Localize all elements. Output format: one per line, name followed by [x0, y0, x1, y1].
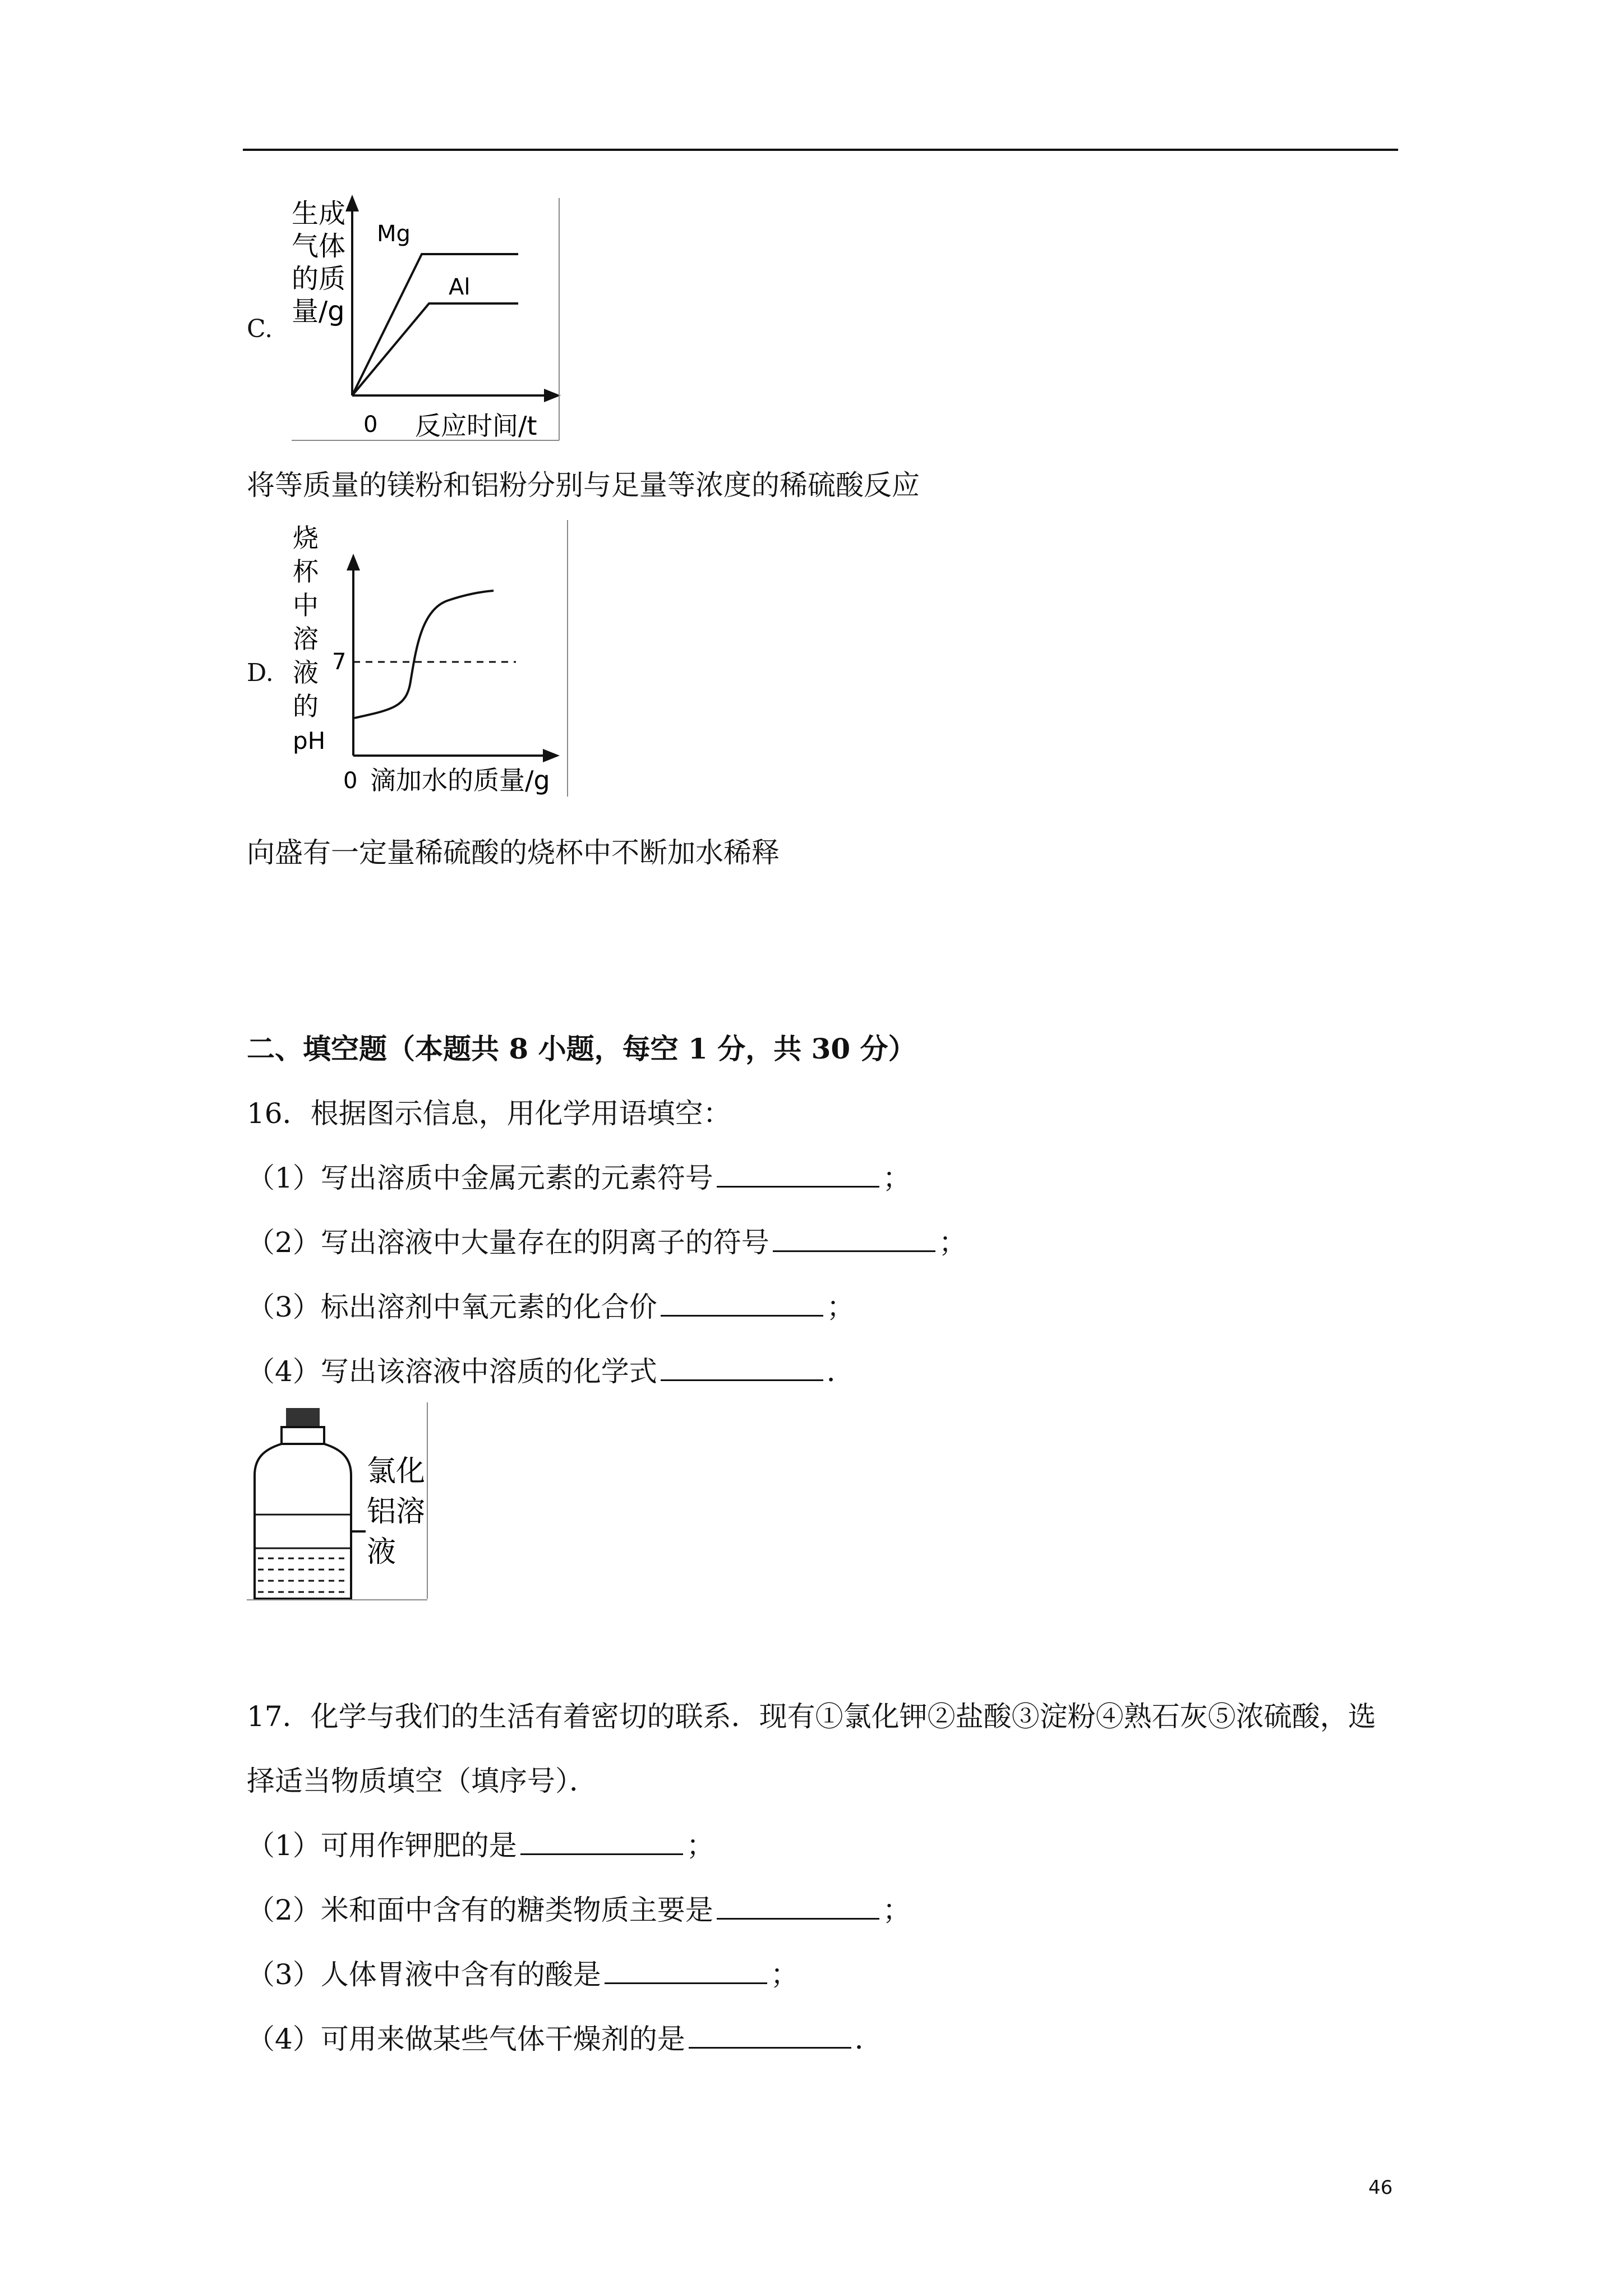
- figure-d-origin: 0: [343, 768, 358, 794]
- bottle-neck: [282, 1427, 324, 1444]
- q16-item-4-end: ．: [826, 1355, 855, 1388]
- figure-c-chart: [280, 194, 572, 446]
- figure-c-mg-line: [352, 254, 518, 395]
- answer-blank[interactable]: [661, 1290, 823, 1317]
- figure-c-x-arrow: [544, 389, 561, 402]
- figure-d-ylabel-char: 的: [293, 691, 319, 721]
- bottle-liquid: [258, 1558, 348, 1592]
- bottle-label-line: 液: [367, 1535, 396, 1569]
- figure-d-ylabel-char: 杯: [293, 556, 319, 587]
- figure-c-ylabel-line: 生成: [292, 198, 346, 229]
- q17-stem-line1: 17．化学与我们的生活有着密切的联系．现有①氯化钾②盐酸③淀粉④熟石灰⑤浓硫酸，选: [247, 1700, 1376, 1733]
- figure-d-ylabel-char: 液: [293, 657, 319, 688]
- page-number: 46: [1368, 2177, 1393, 2199]
- figure-d-caption: 向盛有一定量稀硫酸的烧杯中不断加水稀释: [247, 836, 780, 869]
- figure-c-ylabel-line: 气体: [292, 231, 346, 262]
- q16-item-2: [247, 1226, 967, 1259]
- bottle-body: [255, 1444, 351, 1599]
- q16-stem: 16．根据图示信息，用化学用语填空：: [247, 1097, 731, 1130]
- figure-d-ph7-label: 7: [332, 649, 347, 675]
- q16-item-1: [247, 1161, 911, 1195]
- figure-c-y-arrow: [345, 195, 359, 211]
- q17-item-4-text: （4）可用来做某些气体干燥剂的是: [247, 2023, 685, 2055]
- option-c-label: C.: [247, 315, 273, 343]
- q16-item-4-text: （4）写出该溶液中溶质的化学式: [247, 1355, 657, 1388]
- figure-d-y-arrow: [347, 554, 360, 570]
- q17-item-3-end: ；: [770, 1958, 799, 1991]
- q16-item-3-text: （3）标出溶剂中氧元素的化合价: [247, 1291, 657, 1323]
- figure-c-xlabel: 反应时间/t: [415, 411, 537, 441]
- q16-item-3: [247, 1290, 855, 1324]
- q17-item-4-end: ．: [854, 2023, 883, 2055]
- figure-d-x-arrow: [543, 749, 560, 762]
- q17-item-1: [247, 1829, 714, 1862]
- answer-blank[interactable]: [605, 1958, 767, 1984]
- answer-blank[interactable]: [773, 1226, 935, 1252]
- figure-c-ylabel-line: 量/g: [292, 296, 345, 327]
- answer-blank[interactable]: [520, 1829, 683, 1855]
- figure-c-al-line: [352, 303, 518, 395]
- answer-blank[interactable]: [717, 1893, 879, 1920]
- answer-blank[interactable]: [689, 2022, 851, 2049]
- answer-blank[interactable]: [717, 1161, 879, 1188]
- bottle-label-line: 氯化: [367, 1455, 426, 1488]
- figure-c-origin: 0: [363, 412, 378, 438]
- q17-item-1-text: （1）可用作钾肥的是: [247, 1829, 517, 1862]
- option-d-label: D.: [247, 659, 274, 687]
- q17-item-2: [247, 1893, 911, 1927]
- q16-item-4: [247, 1355, 855, 1388]
- q17-item-1-end: ；: [686, 1829, 714, 1862]
- bottle-figure: [247, 1402, 437, 1610]
- figure-d-ylabel-char: pH: [293, 727, 326, 754]
- q17-item-4: [247, 2022, 883, 2056]
- figure-d-curve: [354, 591, 494, 718]
- figure-d-xlabel: 滴加水的质量/g: [370, 765, 550, 795]
- q16-item-1-end: ；: [882, 1162, 911, 1194]
- q17-stem-line2: 择适当物质填空（填序号）．: [247, 1765, 597, 1797]
- q16-item-3-end: ；: [826, 1291, 855, 1323]
- figure-d-ylabel-char: 溶: [293, 624, 319, 654]
- figure-d-chart: [280, 519, 572, 799]
- figure-c-al-label: Al: [449, 274, 471, 300]
- q16-item-2-text: （2）写出溶液中大量存在的阴离子的符号: [247, 1226, 769, 1259]
- header-rule: [243, 149, 1398, 151]
- q17-item-2-end: ；: [882, 1894, 911, 1926]
- q17-item-2-text: （2）米和面中含有的糖类物质主要是: [247, 1894, 713, 1926]
- q16-item-1-text: （1）写出溶质中金属元素的元素符号: [247, 1162, 713, 1194]
- bottle-label-band: [255, 1515, 351, 1548]
- bottle-cap: [286, 1408, 320, 1427]
- section-two-heading: 二、填空题（本题共 8 小题，每空 1 分，共 30 分）: [247, 1032, 916, 1065]
- figure-c-ylabel-line: 的质: [292, 263, 346, 295]
- figure-d-ylabel-char: 烧: [293, 523, 319, 553]
- figure-c-caption: 将等质量的镁粉和铝粉分别与足量等浓度的稀硫酸反应: [247, 469, 920, 501]
- figure-d-ylabel-char: 中: [293, 590, 319, 620]
- q17-item-3: [247, 1958, 799, 1991]
- q16-item-2-end: ；: [938, 1226, 967, 1259]
- answer-blank[interactable]: [661, 1355, 823, 1381]
- q17-item-3-text: （3）人体胃液中含有的酸是: [247, 1958, 601, 1991]
- figure-c-mg-label: Mg: [377, 221, 411, 247]
- bottle-label-line: 铝溶: [367, 1495, 426, 1529]
